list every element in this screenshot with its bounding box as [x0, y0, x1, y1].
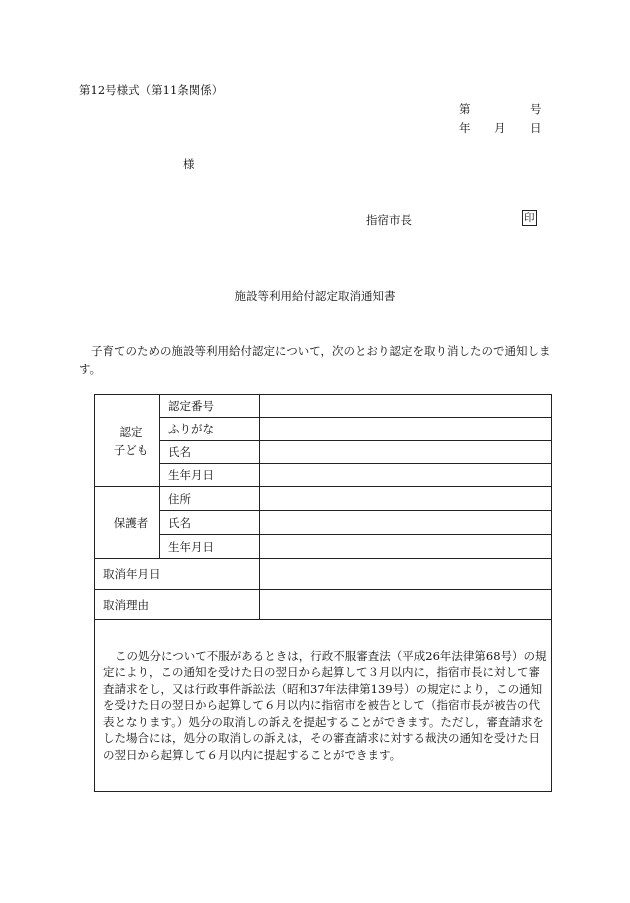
guardian-group-label: 保護者 — [95, 487, 160, 559]
appeal-notice: この処分について不服があるときは，行政不服審査法（平成26年法律第68号）の規定により，この通知を受けた日の翌日から起算して３月以内に，指宿市長に対して審査請求をし，又は行政事件訴訟法（昭和37年法律第139号）の規定により，この通知を受けた日の翌日から起算して６月以内に指宿市を被告として（指宿市長が被告の代表となります。）処分の取消しの訴えを提起することができます。ただし，審査請求をした場合には，処分の取消しの訴えは，その審査請求に対する裁決の通知を受けた日の翌日から起算して６月以内に提起することができます。 — [95, 620, 552, 792]
table-row — [95, 418, 552, 441]
number-go: 号 — [530, 102, 542, 116]
certification-number-field[interactable] — [260, 395, 552, 418]
table-row — [95, 464, 552, 487]
guardian-name-field[interactable] — [260, 511, 552, 535]
guardian-birthdate-field[interactable] — [260, 535, 552, 559]
date-year: 年 — [459, 121, 471, 135]
intro-paragraph: 子育てのための施設等利用給付認定について，次のとおり認定を取り消したので通知します。 — [79, 344, 551, 376]
number-dai: 第 — [459, 102, 471, 116]
date-month: 月 — [494, 121, 506, 135]
child-furigana-field[interactable] — [260, 418, 552, 441]
row-label-certification-number: 認定番号 — [160, 395, 260, 418]
table-row — [95, 535, 552, 559]
table-row — [95, 395, 552, 418]
child-group-label: 認定 子ども — [95, 395, 160, 487]
table-row — [95, 487, 552, 511]
row-label-address: 住所 — [160, 487, 260, 511]
row-label-guardian-birthdate: 生年月日 — [160, 535, 260, 559]
child-birthdate-field[interactable] — [260, 464, 552, 487]
child-name-field[interactable] — [260, 441, 552, 464]
seal-text: 印 — [524, 212, 535, 224]
issuer-name: 指宿市長 — [366, 213, 412, 227]
form-number: 第12号様式（第11条関係） — [79, 83, 224, 97]
guardian-address-field[interactable] — [260, 487, 552, 511]
row-label-child-birthdate: 生年月日 — [160, 464, 260, 487]
table-row — [95, 441, 552, 464]
document-title: 施設等利用給付認定取消通知書 — [234, 289, 396, 303]
row-label-child-name: 氏名 — [160, 441, 260, 464]
row-label-guardian-name: 氏名 — [160, 511, 260, 535]
row-label-cancel-reason: 取消理由 — [95, 590, 260, 620]
table-row — [95, 559, 552, 590]
table-row — [95, 511, 552, 535]
row-label-cancel-date: 取消年月日 — [95, 559, 260, 590]
addressee-suffix: 様 — [183, 157, 195, 171]
table-row — [95, 620, 552, 792]
cancellation-form-table — [94, 394, 552, 792]
row-label-furigana: ふりがな — [160, 418, 260, 441]
date-day: 日 — [530, 121, 542, 135]
cancel-reason-field[interactable] — [260, 590, 552, 620]
table-row — [95, 590, 552, 620]
cancel-date-field[interactable] — [260, 559, 552, 590]
seal-mark — [522, 210, 537, 226]
